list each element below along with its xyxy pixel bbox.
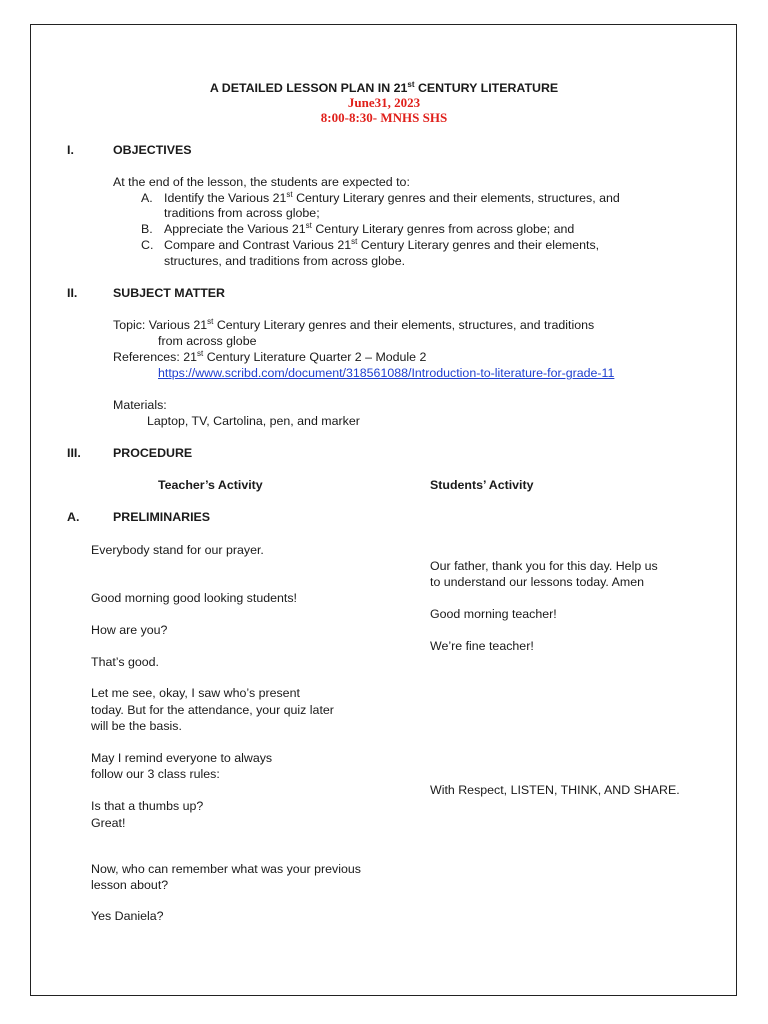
materials-label: Materials: (113, 398, 167, 412)
objective-a-line2: traditions from across globe; (164, 206, 320, 220)
teacher-line: Good morning good looking students! (91, 591, 297, 605)
procedure-number: III. (67, 446, 81, 460)
student-line: With Respect, LISTEN, THINK, AND SHARE. (430, 783, 680, 797)
teacher-line: Now, who can remember what was your previous (91, 862, 361, 876)
objectives-number: I. (67, 143, 74, 157)
teacher-column-heading: Teacher’s Activity (158, 478, 263, 492)
student-line: Our father, thank you for this day. Help us (430, 559, 658, 573)
objectives-intro: At the end of the lesson, the students are expected to: (113, 175, 410, 189)
teacher-line: Everybody stand for our prayer. (91, 543, 264, 557)
student-line: We’re fine teacher! (430, 639, 534, 653)
teacher-line: Yes Daniela? (91, 909, 164, 923)
lesson-time-place: 8:00-8:30- MNHS SHS (320, 110, 448, 125)
objective-a-line1: Identify the Various 21st Century Literary genres and their elements, structures, and (164, 189, 620, 205)
subject-matter-heading: SUBJECT MATTER (113, 286, 225, 300)
document-title: A DETAILED LESSON PLAN IN 21st CENTURY LITERATURE (209, 79, 559, 95)
procedure-heading: PROCEDURE (113, 446, 193, 460)
objective-b-line1: Appreciate the Various 21st Century Literary genres from across globe; and (164, 220, 575, 236)
topic-line2: from across globe (158, 334, 257, 348)
preliminaries-letter: A. (67, 510, 80, 524)
teacher-line: today. But for the attendance, your quiz later (91, 703, 334, 717)
topic-line1: Topic: Various 21st Century Literary genres and their elements, structures, and traditions (113, 316, 595, 332)
subject-matter-number: II. (67, 286, 78, 300)
teacher-line: lesson about? (91, 878, 169, 892)
objective-c-line1: Compare and Contrast Various 21st Century Literary genres and their elements, (164, 236, 600, 252)
teacher-line: May I remind everyone to always (91, 751, 273, 765)
teacher-line: That’s good. (91, 655, 159, 669)
objective-letter-c: C. (141, 238, 154, 252)
preliminaries-heading: PRELIMINARIES (113, 510, 211, 524)
student-line: to understand our lessons today. Amen (430, 575, 644, 589)
objective-letter-b: B. (141, 222, 153, 236)
objective-c-line2: structures, and traditions from across globe. (164, 254, 406, 268)
objective-letter-a: A. (141, 191, 153, 205)
objectives-heading: OBJECTIVES (113, 143, 192, 157)
student-column-heading: Students’ Activity (430, 478, 534, 492)
teacher-line: Great! (91, 816, 126, 830)
materials-list: Laptop, TV, Cartolina, pen, and marker (147, 414, 360, 428)
teacher-line: follow our 3 class rules: (91, 767, 220, 781)
student-line: Good morning teacher! (430, 607, 557, 621)
teacher-line: Let me see, okay, I saw who’s present (91, 686, 300, 700)
references-line: References: 21st Century Literature Quarter 2 – Module 2 (113, 348, 427, 364)
teacher-line: Is that a thumbs up? (91, 799, 204, 813)
teacher-line: How are you? (91, 623, 168, 637)
lesson-date: June31, 2023 (347, 95, 421, 110)
teacher-line: will be the basis. (91, 719, 182, 733)
reference-link[interactable]: https://www.scribd.com/document/318561088/Introduction-to-literature-for-grade-11 (158, 366, 615, 380)
